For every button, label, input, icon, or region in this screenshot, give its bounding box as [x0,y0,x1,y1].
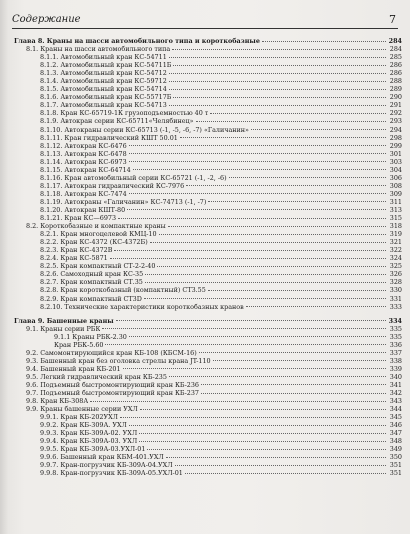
toc-entry [14,405,402,413]
dot-leader [213,360,386,361]
toc-entry [14,150,402,158]
toc-page-number: 299 [389,141,402,150]
dot-leader [208,201,386,202]
dot-leader [169,81,386,82]
toc-page-number: 336 [389,340,402,349]
dot-leader [166,457,386,458]
toc-page-number: 328 [389,278,402,287]
toc-entry-title: 8.1.12. Автокран КС-6476 [40,141,127,150]
toc-page-number: 315 [389,214,402,223]
toc-page-number: 324 [389,254,402,263]
dot-leader [110,258,386,259]
toc-page-number: 294 [389,125,402,134]
toc-entry [14,333,402,341]
toc-entry [14,325,402,333]
toc-page-number: 311 [389,197,402,206]
toc-page-number: 308 [389,181,402,190]
toc-entry-title: 9.9.2. Кран КБ-309А. УХЛ [40,421,127,430]
toc-entry [14,469,402,477]
dot-leader [127,209,386,210]
toc-page-number: 333 [389,302,402,311]
dot-leader [173,65,386,66]
toc-page-number: 338 [389,356,402,365]
toc-entry-title: 8.2.9. Кран компактный СТ3D [40,294,142,303]
dot-leader [147,449,386,450]
table-of-contents [14,37,402,478]
toc-entry [14,365,402,373]
dot-leader [229,177,386,178]
dot-leader [262,41,386,42]
toc-entry [14,198,402,206]
toc-entry [14,69,402,77]
toc-entry [14,421,402,429]
toc-entry [14,109,402,117]
toc-page-number: 303 [389,157,402,166]
toc-entry [14,158,402,166]
toc-entry-title: 8.1.7. Автомобильный кран КС-54713 [40,101,167,110]
page-number: 7 [389,13,396,26]
dot-leader [144,298,386,299]
toc-entry-title: 8.1.18. Автокран КС-7474 [40,189,127,198]
toc-page-number: 346 [389,421,402,430]
toc-entry-title: 8.1.1. Автомобильный кран КС-54711 [40,53,167,62]
toc-entry-title: 8.2.4. Кран КС-5871 [40,254,108,263]
toc-entry [14,349,402,357]
toc-entry-title: 8.1.2. Автомобильный кран КС-54711Б [40,61,172,70]
toc-entry-title: 9.1. Краны серии РБК [26,324,101,333]
toc-entry-title: 9.4. Башенный кран КБ-201 [26,364,121,373]
toc-entry-title: 8.1.16. Кран автомобильный серии КС-65721 (-1, -2, -6) [40,173,227,182]
toc-entry-title: Глава 9. Башенные краны [14,316,114,325]
dot-leader [159,234,386,235]
dot-leader [168,226,386,227]
toc-page-number: 335 [389,324,402,333]
toc-page-number: 286 [389,69,402,78]
dot-leader [210,113,386,114]
toc-entry-title: 9.3. Башенный кран без оголовка стрелы крана JT-110 [26,356,211,365]
toc-entry-title: 9.1.1 Краны РБК-2.30 [54,332,127,341]
toc-entry-title: 8.2.6. Самоходный кран КС-35 [40,270,144,279]
dot-leader [129,425,386,426]
dot-leader [201,393,386,394]
toc-page-number: 293 [389,117,402,126]
toc-entry [14,429,402,437]
toc-entry-title: 9.7. Подъемный быстромонтирующий кран КБ-237 [26,389,199,398]
dot-leader [145,274,386,275]
toc-entry-title: 8.2.2. Кран КС-4372 (КС-4372Б) [40,238,148,247]
toc-entry-title: 8.1.9. Автокран серии КС-65711«Челябинец» [40,117,194,126]
dot-leader [157,266,386,267]
toc-entry [14,142,402,150]
toc-entry [14,461,402,469]
toc-entry-title: 8.2.3. Кран КС-4372В [40,246,113,255]
toc-page-number: 322 [389,246,402,255]
running-title: Содержание [12,14,81,25]
dot-leader [114,250,386,251]
toc-entry-title: 9.9. Краны башенные серии УХЛ [26,405,138,414]
toc-page-number: 337 [389,348,402,357]
toc-entry [14,53,402,61]
toc-page-number: 290 [389,93,402,102]
toc-entry [14,230,402,238]
toc-page-number: 288 [389,77,402,86]
toc-entry-title: 8.1.4. Автомобильный кран КС-59712 [40,77,167,86]
toc-entry [14,85,402,93]
toc-entry-title: 8.2. Короткобазные и компактные краны [26,222,166,231]
page-gutter-shadow [0,0,8,534]
toc-page-number: 291 [389,101,402,110]
toc-entry [14,341,402,349]
toc-entry [14,61,402,69]
dot-leader [120,417,386,418]
toc-entry [14,445,402,453]
toc-page-number: 341 [389,380,402,389]
toc-entry-title: 9.9.7. Кран-погрузчик КБ-309А-04.УХЛ [40,461,173,470]
toc-page-number: 335 [389,332,402,341]
dot-leader [123,368,386,369]
dot-leader [133,169,386,170]
dot-leader [90,401,386,402]
dot-leader [169,57,386,58]
dot-leader [199,352,386,353]
dot-leader [169,73,386,74]
dot-leader [173,97,386,98]
dot-leader [180,137,386,138]
dot-leader [169,105,386,106]
dot-leader [246,306,386,307]
toc-page-number: 349 [389,445,402,454]
toc-entry [14,126,402,134]
toc-page-number: 309 [389,189,402,198]
dot-leader [150,242,386,243]
dot-leader [139,433,386,434]
toc-entry [14,262,402,270]
toc-entry [14,295,402,303]
toc-entry-title: 9.9.5. Кран КБ-309А-03.УХЛ-01 [40,445,146,454]
dot-leader [129,153,386,154]
toc-chapter-entry [14,317,402,325]
toc-entry-title: 8.1.10. Автокраны серии КС-65713 (-1, -5, -6, -7) «Галичанин» [40,125,249,134]
dot-leader [186,185,386,186]
toc-entry-title: 9.8. Кран КБ-308А [26,397,89,406]
toc-entry [14,77,402,85]
toc-entry-title: 8.1.11. Кран гидравлический КШТ 50.01 [40,133,178,142]
toc-entry-title: 8.1.20. Автокран КШТ-80 [40,205,126,214]
toc-entry-title: 8.2.8. Кран короткобазный (компактный) СТ3.55 [40,286,206,295]
toc-page-number: 340 [389,372,402,381]
toc-entry-title: Глава 8. Краны на шасси автомобильного типа и короткобазные [14,37,260,45]
toc-entry-title: Кран РБК-5.60 [54,340,104,349]
dot-leader [118,218,386,219]
toc-entry [14,453,402,461]
dot-leader [129,161,386,162]
toc-page-number: 292 [389,109,402,118]
toc-page-number: 334 [388,316,402,325]
dot-leader [175,465,386,466]
toc-entry [14,101,402,109]
toc-entry-title: 8.1.17. Автокран гидравлический КС-7976 [40,181,185,190]
toc-entry [14,182,402,190]
toc-entry [14,270,402,278]
toc-page-number: 321 [389,238,402,247]
dot-leader [169,89,386,90]
dot-leader [129,145,386,146]
toc-entry-title: 8.1.6. Автомобильный кран КС-55717Б [40,93,172,102]
toc-page-number: 313 [389,205,402,214]
toc-entry [14,278,402,286]
toc-page-number: 339 [389,364,402,373]
toc-page-number: 351 [389,469,402,478]
dot-leader [129,336,386,337]
dot-leader [145,282,386,283]
toc-entry [14,413,402,421]
toc-entry-title: 9.5. Легкий гидравлический кран КБ-235 [26,372,167,381]
toc-page-number: 284 [388,37,402,45]
toc-entry [14,174,402,182]
toc-page-number: 345 [389,413,402,422]
toc-entry [14,286,402,294]
toc-chapter-entry [14,37,402,45]
toc-entry [14,166,402,174]
toc-entry [14,254,402,262]
toc-entry-title: 8.1.19. Автокраны «Галичанин» КС-74713 (-1, -7) [40,197,207,206]
toc-entry-title: 8.2.1. Кран многоцелевой КМЦ-10 [40,230,157,239]
toc-page-number: 342 [389,389,402,398]
dot-leader [208,290,386,291]
toc-entry-title: 9.6. Подъемный быстромонтирующий кран КБ-236 [26,380,199,389]
toc-entry-title: 9.9.1. Кран КБ-202УХЛ [40,413,118,422]
toc-entry-title: 8.1.3. Автомобильный кран КС-54712 [40,69,167,78]
toc-entry-title: 9.9.3. Кран КБ-309А-02. УХЛ [40,429,138,438]
toc-page-number: 347 [389,429,402,438]
dot-leader [105,344,386,345]
toc-entry [14,190,402,198]
toc-entry [14,246,402,254]
toc-entry [14,381,402,389]
toc-entry [14,134,402,142]
dot-leader [196,121,386,122]
toc-page-number: 306 [389,173,402,182]
toc-page-number: 304 [389,165,402,174]
toc-page-number: 330 [389,286,402,295]
toc-entry-title: 8.1.8. Кран КС-65719-1К грузоподъемностью 40 т [40,109,209,118]
toc-entry-title: 9.9.8. Кран-погрузчик КБ-309А-05.УХЛ-01 [40,469,183,478]
toc-page-number: 344 [389,405,402,414]
toc-entry [14,206,402,214]
toc-page-number: 350 [389,453,402,462]
toc-entry-title: 8.1.13. Автокран КС-6478 [40,149,127,158]
toc-page-number: 319 [389,230,402,239]
toc-entry-title: 9.2. Самомонтирующийся кран КБ-108 (КБСМ-16) [26,348,197,357]
dot-leader [140,409,386,410]
toc-page-number: 326 [389,270,402,279]
toc-entry-title: 8.2.5. Кран компактный СТ-2-2-40 [40,262,156,271]
toc-entry [14,373,402,381]
toc-entry [14,93,402,101]
toc-page-number: 348 [389,437,402,446]
toc-page-number: 351 [389,461,402,470]
toc-entry [14,117,402,125]
toc-page-number: 343 [389,397,402,406]
toc-entry [14,389,402,397]
dot-leader [172,49,386,50]
toc-page-number: 289 [389,85,402,94]
toc-entry [14,437,402,445]
dot-leader [102,328,386,329]
toc-entry-title: 8.1.14. Автокран КС-6973 [40,157,127,166]
toc-page-number: 285 [389,53,402,62]
dot-leader [129,193,386,194]
toc-entry-title: 8.1.21. Кран КС—6973 [40,214,117,223]
toc-entry-title: 8.1.5. Автомобильный кран КС-54714 [40,85,167,94]
toc-entry [14,357,402,365]
toc-entry [14,222,402,230]
toc-page-number: 301 [389,149,402,158]
dot-leader [116,320,386,321]
toc-entry [14,303,402,311]
dot-leader [185,473,386,474]
toc-entry [14,238,402,246]
toc-entry-title: 9.9.6. Башенный кран КБМ-401.УХЛ [40,453,164,462]
dot-leader [201,384,386,385]
page-header [12,6,398,29]
toc-entry [14,214,402,222]
toc-page-number: 318 [389,222,402,231]
toc-entry-title: 9.9.4. Кран КБ-309А-03. УХЛ [40,437,138,446]
toc-entry [14,45,402,53]
dot-leader [139,441,386,442]
toc-page-number: 286 [389,61,402,70]
dot-leader [251,129,386,130]
toc-page-number: 325 [389,262,402,271]
toc-page-number: 284 [389,45,402,54]
toc-page-number: 298 [389,133,402,142]
toc-entry-title: 8.2.7. Кран компактный СТ.35 [40,278,143,287]
toc-entry-title: 8.1.15. Автокран КС-64714 [40,165,131,174]
dot-leader [169,376,386,377]
toc-entry [14,397,402,405]
toc-entry-title: 8.1. Краны на шасси автомобильного типа [26,45,171,54]
toc-page-number: 331 [389,294,402,303]
toc-entry-title: 8.2.10. Технические характеристики короткобазных кранов [40,302,244,311]
